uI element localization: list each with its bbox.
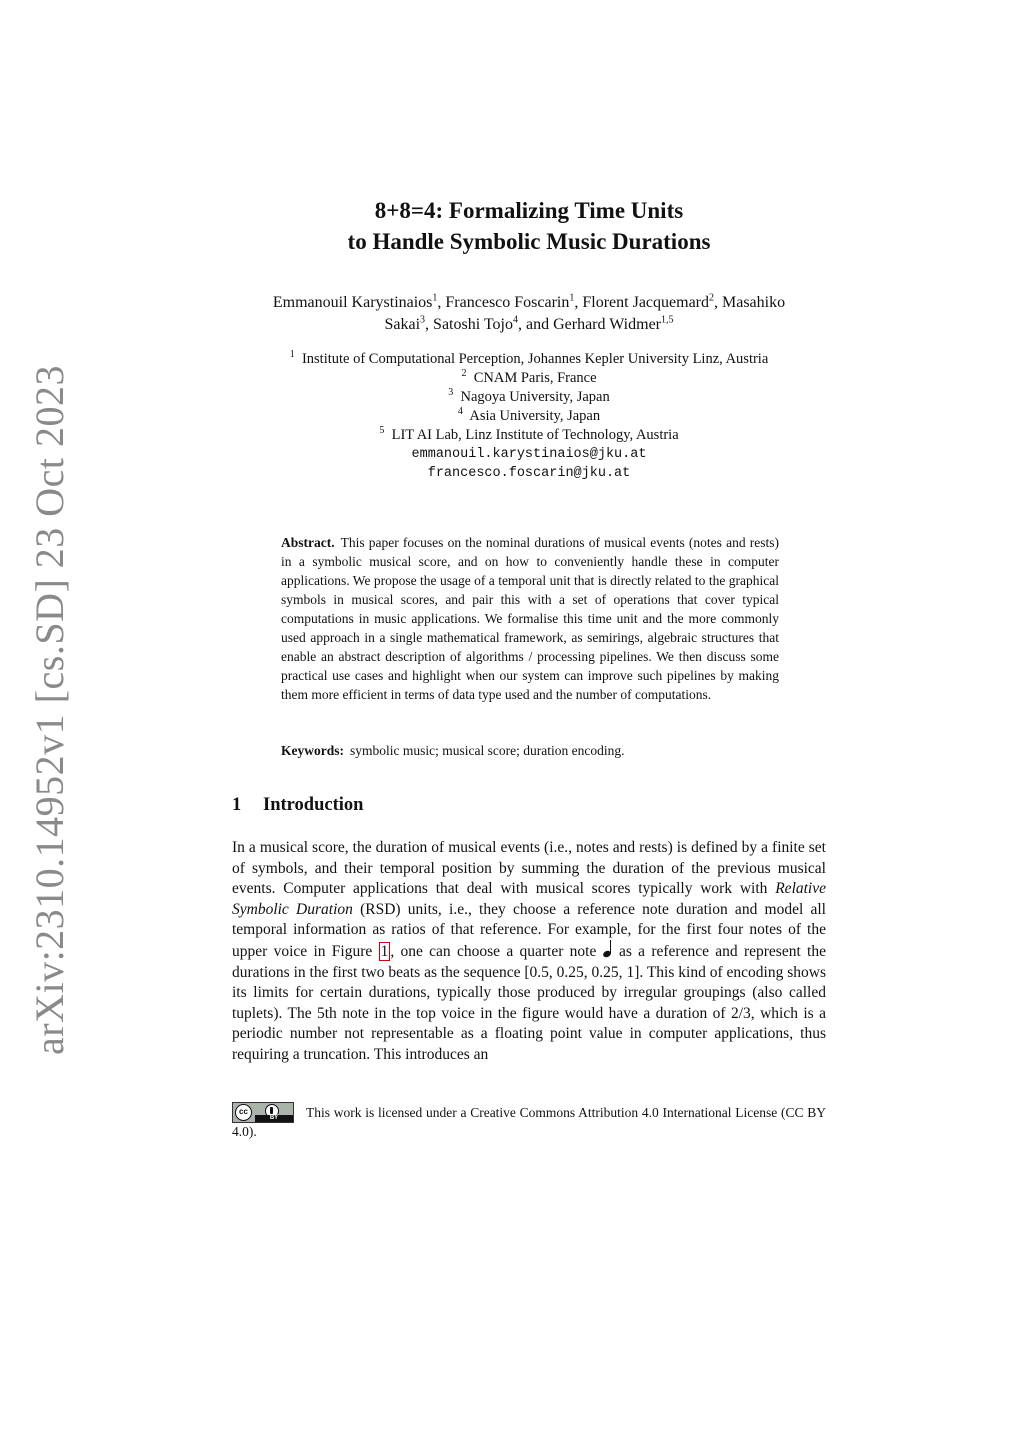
arxiv-identifier: arXiv:2310.14952v1 [cs.SD] 23 Oct 2023 (27, 364, 72, 1055)
rsd-term: Relative Symbolic Duration (232, 880, 826, 918)
section-number: 1 (232, 795, 242, 815)
author-affil-mark: 1 (432, 292, 438, 304)
license-text: This work is licensed under a Creative Commons Attribution 4.0 International License (CC BY 4.0). (232, 1105, 826, 1139)
keywords-label: Keywords: (281, 743, 344, 758)
author-affil-mark: 2 (709, 292, 714, 304)
author-name: , Masahiko (714, 294, 786, 311)
section-heading (232, 795, 363, 816)
author-name: Sakai (384, 316, 421, 333)
affil-number: 2 (461, 368, 467, 380)
license-note (232, 1103, 826, 1141)
affil-text: Asia University, Japan (469, 408, 601, 424)
affil-text: Institute of Computational Perception, Johannes Kepler University Linz, Austria (301, 351, 769, 367)
intro-text: (RSD) units, i.e., they choose a reference note duration and model all temporal information as ratios of that reference. For example, for the first four notes of the upper voice in Figure (232, 900, 826, 960)
affil-text: LIT AI Lab, Linz Institute of Technology, Austria (391, 427, 679, 443)
affil-text: CNAM Paris, France (473, 370, 597, 386)
affil-number: 1 (289, 349, 295, 361)
title-line-1: 8+8=4: Formalizing Time Units (374, 198, 684, 223)
quarter-note-icon (603, 941, 613, 957)
author-name: , and Gerhard Widmer (517, 316, 661, 333)
author-name: , Satoshi Tojo (425, 316, 513, 333)
intro-paragraph (232, 838, 826, 1066)
email-1[interactable]: emmanouil.karystinaios@jku.at (411, 447, 647, 462)
keywords-text: symbolic music; musical score; duration encoding. (350, 743, 625, 758)
introduction-body (232, 838, 826, 1066)
author-affil-mark: 3 (420, 314, 426, 326)
figure-1-link[interactable]: 1 (380, 942, 389, 960)
section-title: Introduction (263, 795, 364, 815)
affil-number: 5 (379, 425, 385, 437)
affiliation-5 (232, 426, 826, 445)
affiliation-list (232, 350, 826, 483)
author-name: , Florent Jacquemard (574, 294, 709, 311)
abstract (281, 533, 779, 704)
intro-text: as a reference and represent the durations in the first two beats as the sequence [0.5, 0.25, 0.25, 1]. This kind of encoding shows its limits for certain durations, typically those produced by irregular groupings (also called tuplets). The 5th note in the top voice in the figure would have a duration of 2/3, which is a periodic number not representable as a floating point value in computer applications, thus requiring a truncation. This introduces an (232, 942, 826, 1063)
author-affil-mark: 1 (569, 292, 575, 304)
author-name: , Francesco Foscarin (437, 294, 570, 311)
paper-title (232, 195, 826, 257)
affiliation-4 (232, 407, 826, 426)
affil-number: 3 (448, 387, 454, 399)
affiliation-2 (232, 369, 826, 388)
author-line-1 (232, 292, 826, 314)
author-name: Emmanouil Karystinaios (272, 294, 433, 311)
affil-text: Nagoya University, Japan (460, 389, 610, 405)
cc-icon: cc (235, 1104, 252, 1121)
affiliation-3 (232, 388, 826, 407)
author-affil-mark: 4 (512, 314, 518, 326)
keywords (281, 741, 779, 760)
email-2[interactable]: francesco.foscarin@jku.at (427, 466, 631, 481)
intro-text: , one can choose a quarter note (390, 942, 603, 960)
author-line-2 (232, 314, 826, 336)
author-affil-mark: 1,5 (661, 314, 674, 326)
abstract-label: Abstract. (281, 535, 335, 550)
intro-text: In a musical score, the duration of musical events (i.e., notes and rests) is defined by a finite set of symbols, and their temporal position by summing the duration of the previous musical events. Computer applications that deal with musical scores typically work with (232, 839, 826, 898)
affil-number: 4 (457, 406, 463, 418)
by-label: BY (255, 1115, 293, 1122)
affiliation-1 (232, 350, 826, 369)
abstract-text: This paper focuses on the nominal durations of musical events (notes and rests) in a symbolic musical score, and on how to conveniently handle these in computer applications. We propose the usage of a temporal unit that is directly related to the graphical symbols in musical scores, and pair this with a set of operations that cover typical computations in music applications. We formalise this time unit and the more commonly used approach in a single mathematical framework, as semirings, algebraic structures that enable an abstract description of algorithms / processing pipelines. We then discuss some practical use cases and highlight when our system can improve such pipelines by making them more efficient in terms of data type used and the number of computations. (281, 535, 779, 702)
author-list (232, 292, 826, 336)
title-line-2: to Handle Symbolic Music Durations (347, 229, 711, 254)
